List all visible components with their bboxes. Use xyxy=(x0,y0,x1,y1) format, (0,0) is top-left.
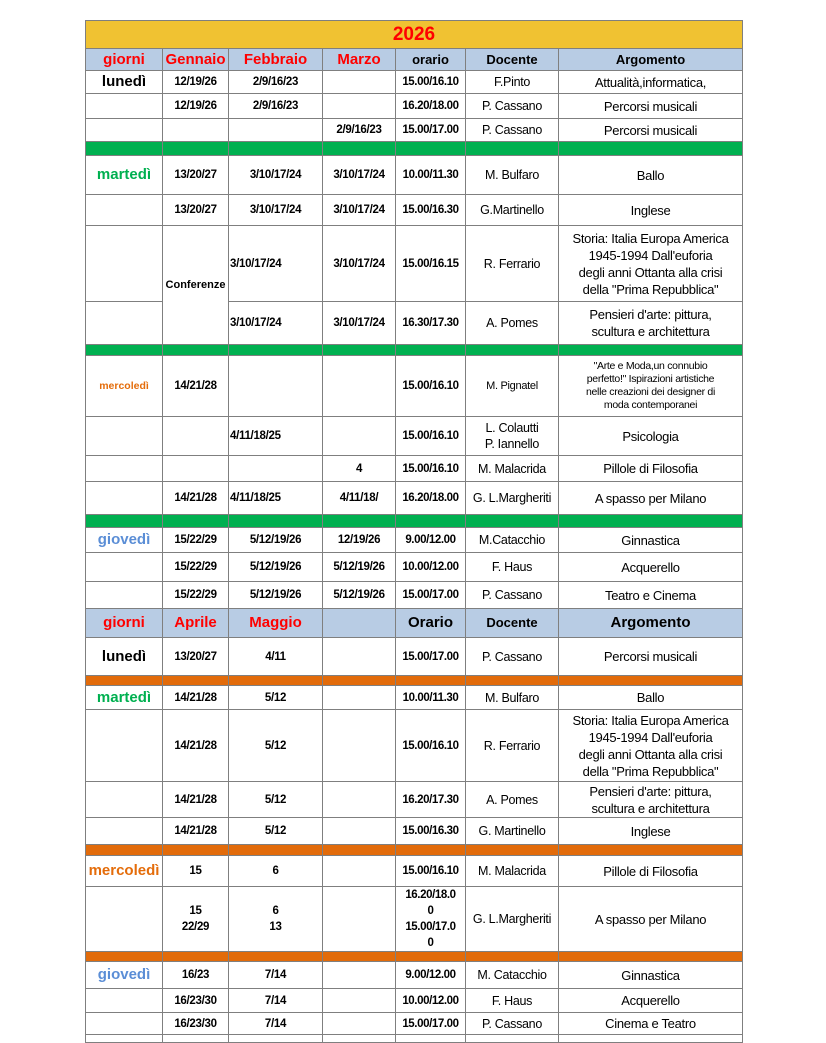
month3-cell: 4 xyxy=(323,456,396,482)
separator-cell xyxy=(163,345,229,356)
time-cell: 16.30/17.30 xyxy=(396,302,466,345)
header-row xyxy=(86,609,743,638)
month1-cell: 16/23/30 xyxy=(163,1013,229,1035)
table-row xyxy=(86,417,743,456)
day-cell: martedì xyxy=(86,156,163,195)
separator-cell xyxy=(466,142,559,156)
topic-cell: Cinema e Teatro xyxy=(559,1013,743,1035)
month3-cell: 4/11/18/ xyxy=(323,482,396,515)
separator-cell xyxy=(163,676,229,686)
month2-cell: 3/10/17/24 xyxy=(229,156,323,195)
separator-cell xyxy=(86,515,163,528)
month3-cell: 2/9/16/23 xyxy=(323,119,396,142)
teacher-cell: M. Bulfaro xyxy=(466,156,559,195)
table-row xyxy=(86,638,743,676)
column-header: Maggio xyxy=(229,609,323,638)
separator-cell xyxy=(323,845,396,856)
month2-cell: 2/9/16/23 xyxy=(229,94,323,119)
month1-cell: 15/22/29 xyxy=(163,582,229,609)
separator-cell xyxy=(86,142,163,156)
month1-cell: 16/23 xyxy=(163,962,229,989)
month1-cell: 13/20/27 xyxy=(163,156,229,195)
month3-cell xyxy=(323,818,396,845)
month1-cell xyxy=(163,417,229,456)
separator-cell xyxy=(229,345,323,356)
topic-cell: Percorsi musicali xyxy=(559,119,743,142)
topic-cell: Storia: Italia Europa America 1945-1994 Dall'euforia degli anni Ottanta alla crisi della "Prima Repubblica" xyxy=(559,226,743,302)
topic-cell: Ballo xyxy=(559,686,743,710)
month1-cell: 15/22/29 xyxy=(163,553,229,582)
topic-cell: Acquerello xyxy=(559,989,743,1013)
empty-cell xyxy=(323,1035,396,1043)
month3-cell: 5/12/19/26 xyxy=(323,582,396,609)
teacher-cell: G. L.Margheriti xyxy=(466,887,559,952)
separator-cell xyxy=(559,515,743,528)
time-cell: 9.00/12.00 xyxy=(396,528,466,553)
separator-cell xyxy=(396,676,466,686)
month3-cell xyxy=(323,856,396,887)
month3-cell: 3/10/17/24 xyxy=(323,302,396,345)
day-cell xyxy=(86,482,163,515)
teacher-cell: L. Colautti P. Iannello xyxy=(466,417,559,456)
teacher-cell: G. Martinello xyxy=(466,818,559,845)
time-cell: 16.20/18.00 xyxy=(396,482,466,515)
day-cell xyxy=(86,1013,163,1035)
separator-cell xyxy=(86,345,163,356)
month1-cell: 14/21/28 xyxy=(163,782,229,818)
day-cell xyxy=(86,226,163,302)
column-header: Docente xyxy=(466,49,559,71)
month2-cell: 7/14 xyxy=(229,1013,323,1035)
time-cell: 15.00/16.15 xyxy=(396,226,466,302)
topic-cell: A spasso per Milano xyxy=(559,887,743,952)
topic-cell: Percorsi musicali xyxy=(559,638,743,676)
month2-cell: 5/12 xyxy=(229,818,323,845)
separator-cell xyxy=(323,676,396,686)
day-cell xyxy=(86,195,163,226)
time-cell: 15.00/16.10 xyxy=(396,710,466,782)
topic-cell: Inglese xyxy=(559,818,743,845)
month3-cell xyxy=(323,989,396,1013)
table-row xyxy=(86,962,743,989)
topic-cell: Pillole di Filosofia xyxy=(559,456,743,482)
table-row xyxy=(86,71,743,94)
month3-cell: 3/10/17/24 xyxy=(323,226,396,302)
table-row xyxy=(86,94,743,119)
topic-cell: "Arte e Moda,un connubio perfetto!" Ispirazioni artistiche nelle creazioni dei designer di moda contemporanei xyxy=(559,356,743,417)
month1-cell: 13/20/27 xyxy=(163,638,229,676)
table-row xyxy=(86,887,743,952)
empty-cell xyxy=(86,1035,163,1043)
day-cell xyxy=(86,456,163,482)
teacher-cell: M. Catacchio xyxy=(466,962,559,989)
month1-cell: 14/21/28 xyxy=(163,356,229,417)
month3-cell xyxy=(323,417,396,456)
separator-cell xyxy=(559,952,743,962)
table-row xyxy=(86,528,743,553)
month1-cell: 14/21/28 xyxy=(163,482,229,515)
empty-cell xyxy=(163,1035,229,1043)
time-cell: 10.00/12.00 xyxy=(396,553,466,582)
schedule-body xyxy=(86,21,743,1043)
teacher-cell: M. Bulfaro xyxy=(466,686,559,710)
separator-cell xyxy=(396,142,466,156)
topic-cell: Psicologia xyxy=(559,417,743,456)
day-cell xyxy=(86,582,163,609)
day-cell: lunedì xyxy=(86,71,163,94)
title-row xyxy=(86,21,743,49)
table-row xyxy=(86,582,743,609)
separator-cell xyxy=(466,515,559,528)
time-cell: 16.20/18.00 xyxy=(396,94,466,119)
month1-cell xyxy=(163,119,229,142)
empty-cell xyxy=(559,1035,743,1043)
month3-cell xyxy=(323,962,396,989)
month3-cell xyxy=(323,686,396,710)
day-cell: giovedì xyxy=(86,528,163,553)
month1-cell: 12/19/26 xyxy=(163,71,229,94)
separator-row xyxy=(86,515,743,528)
month2-cell: 6 13 xyxy=(229,887,323,952)
month3-cell: 5/12/19/26 xyxy=(323,553,396,582)
month1-cell: Conferenze xyxy=(163,226,229,345)
separator-cell xyxy=(559,345,743,356)
separator-cell xyxy=(559,142,743,156)
month2-cell: 5/12/19/26 xyxy=(229,582,323,609)
column-header: Argomento xyxy=(559,49,743,71)
column-header: Febbraio xyxy=(229,49,323,71)
separator-cell xyxy=(229,676,323,686)
month2-cell: 4/11/18/25 xyxy=(229,482,323,515)
separator-cell xyxy=(559,676,743,686)
month3-cell xyxy=(323,94,396,119)
separator-cell xyxy=(323,952,396,962)
teacher-cell: P. Cassano xyxy=(466,582,559,609)
teacher-cell: R. Ferrario xyxy=(466,710,559,782)
column-header: Aprile xyxy=(163,609,229,638)
month2-cell: 5/12/19/26 xyxy=(229,553,323,582)
month3-cell xyxy=(323,782,396,818)
day-cell: giovedì xyxy=(86,962,163,989)
teacher-cell: M. Malacrida xyxy=(466,456,559,482)
column-header xyxy=(323,609,396,638)
day-cell xyxy=(86,94,163,119)
empty-cell xyxy=(396,1035,466,1043)
table-row xyxy=(86,482,743,515)
month2-cell: 4/11/18/25 xyxy=(229,417,323,456)
table-row xyxy=(86,782,743,818)
column-header: giorni xyxy=(86,49,163,71)
month2-cell: 7/14 xyxy=(229,962,323,989)
month1-cell: 12/19/26 xyxy=(163,94,229,119)
teacher-cell: P. Cassano xyxy=(466,119,559,142)
day-cell xyxy=(86,989,163,1013)
teacher-cell: P. Cassano xyxy=(466,94,559,119)
month2-cell: 5/12 xyxy=(229,710,323,782)
separator-cell xyxy=(466,345,559,356)
column-header: Marzo xyxy=(323,49,396,71)
month2-cell xyxy=(229,119,323,142)
teacher-cell: M. Pignatel xyxy=(466,356,559,417)
topic-cell: Teatro e Cinema xyxy=(559,582,743,609)
separator-cell xyxy=(86,676,163,686)
month2-cell: 6 xyxy=(229,856,323,887)
day-cell: mercoledì xyxy=(86,356,163,417)
table-row xyxy=(86,553,743,582)
separator-cell xyxy=(323,345,396,356)
day-cell xyxy=(86,887,163,952)
month3-cell xyxy=(323,638,396,676)
day-cell xyxy=(86,710,163,782)
separator-cell xyxy=(229,952,323,962)
separator-cell xyxy=(396,952,466,962)
header-row xyxy=(86,49,743,71)
column-header: Argomento xyxy=(559,609,743,638)
time-cell: 15.00/17.00 xyxy=(396,1013,466,1035)
time-cell: 15.00/16.30 xyxy=(396,195,466,226)
separator-cell xyxy=(466,845,559,856)
table-row xyxy=(86,356,743,417)
day-cell xyxy=(86,553,163,582)
separator-cell xyxy=(466,952,559,962)
time-cell: 10.00/12.00 xyxy=(396,989,466,1013)
teacher-cell: G. L.Margheriti xyxy=(466,482,559,515)
table-row xyxy=(86,1035,743,1043)
month1-cell: 13/20/27 xyxy=(163,195,229,226)
separator-cell xyxy=(396,845,466,856)
day-cell: lunedì xyxy=(86,638,163,676)
day-cell xyxy=(86,119,163,142)
time-cell: 15.00/16.10 xyxy=(396,71,466,94)
month3-cell: 12/19/26 xyxy=(323,528,396,553)
table-row xyxy=(86,456,743,482)
table-row xyxy=(86,686,743,710)
topic-cell: Pensieri d'arte: pittura, scultura e architettura xyxy=(559,302,743,345)
separator-row xyxy=(86,676,743,686)
separator-row xyxy=(86,142,743,156)
time-cell: 10.00/11.30 xyxy=(396,156,466,195)
table-row xyxy=(86,1013,743,1035)
topic-cell: Pillole di Filosofia xyxy=(559,856,743,887)
separator-cell xyxy=(163,515,229,528)
day-cell xyxy=(86,818,163,845)
table-row xyxy=(86,195,743,226)
teacher-cell: P. Cassano xyxy=(466,1013,559,1035)
month2-cell: 3/10/17/24 xyxy=(229,226,323,302)
separator-cell xyxy=(229,515,323,528)
month3-cell xyxy=(323,887,396,952)
month2-cell xyxy=(229,456,323,482)
time-cell: 15.00/16.10 xyxy=(396,417,466,456)
month2-cell: 5/12 xyxy=(229,686,323,710)
teacher-cell: A. Pomes xyxy=(466,302,559,345)
topic-cell: Inglese xyxy=(559,195,743,226)
time-cell: 16.20/17.30 xyxy=(396,782,466,818)
teacher-cell: G.Martinello xyxy=(466,195,559,226)
month1-cell xyxy=(163,456,229,482)
month3-cell xyxy=(323,710,396,782)
time-cell: 15.00/17.00 xyxy=(396,582,466,609)
separator-cell xyxy=(163,845,229,856)
topic-cell: A spasso per Milano xyxy=(559,482,743,515)
month2-cell: 5/12/19/26 xyxy=(229,528,323,553)
teacher-cell: M.Catacchio xyxy=(466,528,559,553)
table-row xyxy=(86,156,743,195)
month2-cell xyxy=(229,356,323,417)
month1-cell: 16/23/30 xyxy=(163,989,229,1013)
teacher-cell: F. Haus xyxy=(466,989,559,1013)
topic-cell: Percorsi musicali xyxy=(559,94,743,119)
day-cell: mercoledì xyxy=(86,856,163,887)
separator-cell xyxy=(559,845,743,856)
separator-cell xyxy=(86,952,163,962)
year-title: 2026 xyxy=(86,21,743,49)
time-cell: 15.00/16.10 xyxy=(396,356,466,417)
time-cell: 15.00/17.00 xyxy=(396,119,466,142)
month2-cell: 3/10/17/24 xyxy=(229,195,323,226)
month1-cell: 14/21/28 xyxy=(163,710,229,782)
teacher-cell: M. Malacrida xyxy=(466,856,559,887)
topic-cell: Attualità,informatica, xyxy=(559,71,743,94)
separator-cell xyxy=(229,845,323,856)
time-cell: 10.00/11.30 xyxy=(396,686,466,710)
month2-cell: 2/9/16/23 xyxy=(229,71,323,94)
topic-cell: Ginnastica xyxy=(559,528,743,553)
day-cell: martedì xyxy=(86,686,163,710)
separator-cell xyxy=(396,345,466,356)
month2-cell: 4/11 xyxy=(229,638,323,676)
month1-cell: 15 xyxy=(163,856,229,887)
time-cell: 15.00/16.10 xyxy=(396,456,466,482)
month1-cell: 15 22/29 xyxy=(163,887,229,952)
separator-cell xyxy=(323,142,396,156)
teacher-cell: F. Haus xyxy=(466,553,559,582)
month2-cell: 7/14 xyxy=(229,989,323,1013)
separator-cell xyxy=(229,142,323,156)
schedule-table xyxy=(85,20,743,1043)
time-cell: 15.00/16.30 xyxy=(396,818,466,845)
column-header: giorni xyxy=(86,609,163,638)
topic-cell: Storia: Italia Europa America 1945-1994 Dall'euforia degli anni Ottanta alla crisi della "Prima Repubblica" xyxy=(559,710,743,782)
table-row xyxy=(86,226,743,302)
topic-cell: Ballo xyxy=(559,156,743,195)
month3-cell: 3/10/17/24 xyxy=(323,156,396,195)
teacher-cell: F.Pinto xyxy=(466,71,559,94)
column-header: Gennaio xyxy=(163,49,229,71)
month2-cell: 3/10/17/24 xyxy=(229,302,323,345)
empty-cell xyxy=(466,1035,559,1043)
month3-cell xyxy=(323,1013,396,1035)
day-cell xyxy=(86,417,163,456)
table-row xyxy=(86,119,743,142)
time-cell: 15.00/16.10 xyxy=(396,856,466,887)
column-header: Orario xyxy=(396,609,466,638)
table-row xyxy=(86,818,743,845)
separator-cell xyxy=(163,142,229,156)
teacher-cell: A. Pomes xyxy=(466,782,559,818)
table-row xyxy=(86,710,743,782)
teacher-cell: R. Ferrario xyxy=(466,226,559,302)
time-cell: 9.00/12.00 xyxy=(396,962,466,989)
separator-row xyxy=(86,345,743,356)
topic-cell: Acquerello xyxy=(559,553,743,582)
separator-cell xyxy=(163,952,229,962)
separator-row xyxy=(86,845,743,856)
separator-cell xyxy=(466,676,559,686)
separator-cell xyxy=(86,845,163,856)
topic-cell: Ginnastica xyxy=(559,962,743,989)
column-header: Docente xyxy=(466,609,559,638)
month1-cell: 14/21/28 xyxy=(163,686,229,710)
month1-cell: 15/22/29 xyxy=(163,528,229,553)
month2-cell: 5/12 xyxy=(229,782,323,818)
topic-cell: Pensieri d'arte: pittura, scultura e architettura xyxy=(559,782,743,818)
separator-cell xyxy=(396,515,466,528)
table-row xyxy=(86,856,743,887)
teacher-cell: P. Cassano xyxy=(466,638,559,676)
separator-cell xyxy=(323,515,396,528)
table-row xyxy=(86,989,743,1013)
month1-cell: 14/21/28 xyxy=(163,818,229,845)
column-header: orario xyxy=(396,49,466,71)
time-cell: 15.00/17.00 xyxy=(396,638,466,676)
time-cell: 16.20/18.0 0 15.00/17.0 0 xyxy=(396,887,466,952)
day-cell xyxy=(86,782,163,818)
separator-row xyxy=(86,952,743,962)
month3-cell xyxy=(323,356,396,417)
day-cell xyxy=(86,302,163,345)
empty-cell xyxy=(229,1035,323,1043)
month3-cell xyxy=(323,71,396,94)
month3-cell: 3/10/17/24 xyxy=(323,195,396,226)
